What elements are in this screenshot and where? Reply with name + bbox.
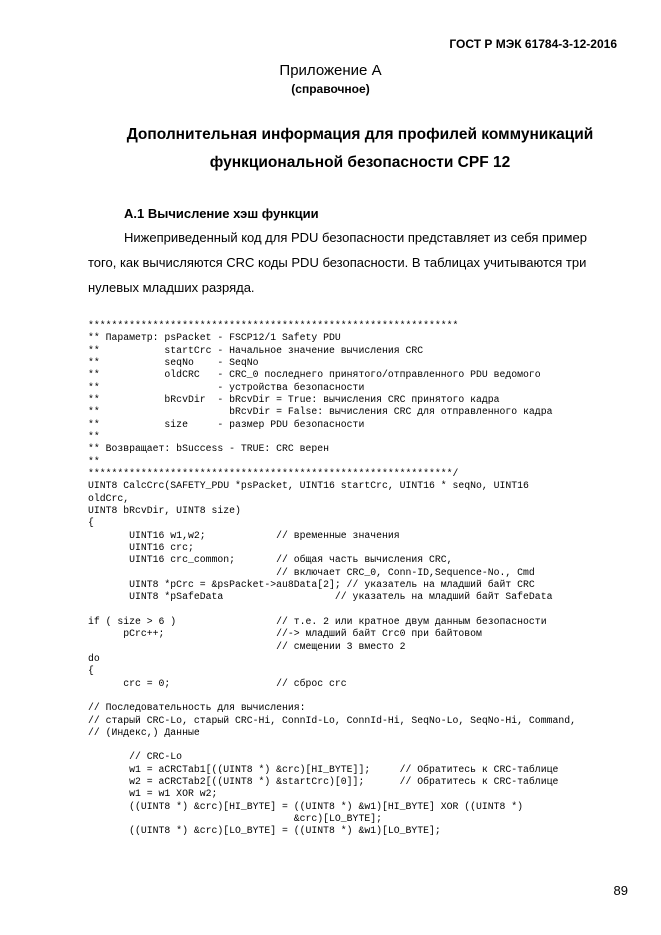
code-line: // старый CRC-Lo, старый CRC-Hi, ConnId-Lo, ConnId-Hi, SeqNo-Lo, SeqNo-Hi, Command,	[88, 714, 576, 726]
paragraph-line: того, как вычисляются CRC коды PDU безопасности. В таблицах учитываются три	[88, 255, 587, 270]
paragraph-line: Нижеприведенный код для PDU безопасности представляет из себя пример	[124, 230, 587, 245]
code-line: **	[88, 430, 100, 442]
paragraph-line: нулевых младших разряда.	[88, 280, 255, 295]
page-number: 89	[613, 883, 628, 898]
code-line: ** Параметр: psPacket - FSCP12/1 Safety PDU	[88, 332, 341, 344]
code-line: ** - устройства безопасности	[88, 381, 365, 393]
code-line: ** bRcvDir = False: вычисления CRC для отправленного кадра	[88, 406, 553, 418]
code-line: ** oldCRC - CRC_0 последнего принятого/отправленного PDU ведомого	[88, 369, 541, 381]
code-line: ((UINT8 *) &crc)[HI_BYTE] = ((UINT8 *) &w1)[HI_BYTE] XOR ((UINT8 *)	[88, 800, 524, 812]
code-line: ** size - размер PDU безопасности	[88, 418, 365, 430]
code-line: if ( size > 6 ) // т.е. 2 или кратное двум данным безопасности	[88, 615, 547, 627]
appendix-title: Приложение А	[279, 62, 382, 79]
code-line	[88, 604, 576, 616]
code-line: UINT8 *pSafeData // указатель на младший байт SafeData	[88, 591, 553, 603]
code-line: // Последовательность для вычисления:	[88, 702, 306, 714]
code-line: **************************************************************/	[88, 467, 459, 479]
code-line: // (Индекс,) Данные	[88, 726, 200, 738]
code-line: ** bRcvDir - bRcvDir = True: вычисления CRC принятого кадра	[88, 393, 500, 405]
code-line: UINT8 CalcCrc(SAFETY_PDU *psPacket, UINT16 startCrc, UINT16 * seqNo, UINT16	[88, 480, 529, 492]
code-line: // смещении 3 вместо 2	[88, 640, 406, 652]
code-line: crc = 0; // сброс crc	[88, 677, 347, 689]
code-line: UINT16 w1,w2; // временные значения	[88, 529, 400, 541]
code-line	[88, 739, 576, 751]
code-line: // включает CRC_0, Conn-ID,Sequence-No., Cmd	[88, 566, 535, 578]
main-title	[60, 121, 660, 177]
code-line: pCrc++; //-> младший байт Crc0 при байтовом	[88, 628, 482, 640]
document-standard-header: ГОСТ Р МЭК 61784-3-12-2016	[449, 37, 617, 51]
code-line: w1 = w1 XOR w2;	[88, 788, 218, 800]
section-heading: А.1 Вычисление хэш функции	[124, 206, 319, 221]
code-line: ** Возвращает: bSuccess - TRUE: CRC верен	[88, 443, 330, 455]
code-line: oldCrc,	[88, 492, 130, 504]
code-line: UINT16 crc_common; // общая часть вычисления CRC,	[88, 554, 453, 566]
code-line: ***************************************************************	[88, 320, 459, 331]
code-line: {	[88, 517, 94, 529]
code-line: UINT16 crc;	[88, 541, 194, 553]
code-listing	[88, 320, 576, 838]
code-line: ** seqNo - SeqNo	[88, 356, 259, 368]
code-line: ((UINT8 *) &crc)[LO_BYTE] = ((UINT8 *) &w1)[LO_BYTE];	[88, 825, 441, 837]
code-line: w2 = aCRCTab2[((UINT8 *) &startCrc)[0]]; // Обратитесь к CRC-таблице	[88, 776, 559, 788]
code-line: // CRC-Lo	[88, 751, 183, 763]
code-line: &crc)[LO_BYTE];	[88, 813, 382, 825]
code-line: UINT8 *pCrc = &psPacket->au8Data[2]; // указатель на младший байт CRC	[88, 578, 535, 590]
code-line: ** startCrc - Начальное значение вычисления CRC	[88, 344, 424, 356]
appendix-subtitle: (справочное)	[291, 82, 370, 96]
code-line: {	[88, 665, 94, 677]
intro-paragraph	[88, 225, 608, 300]
code-line: **	[88, 455, 100, 467]
code-line: w1 = aCRCTab1[((UINT8 *) &crc)[HI_BYTE]]; // Обратитесь к CRC-таблице	[88, 763, 559, 775]
code-line	[88, 690, 576, 702]
main-title-line-2: функциональной безопасности CPF 12	[209, 154, 511, 171]
code-line: UINT8 bRcvDir, UINT8 size)	[88, 504, 241, 516]
code-line: do	[88, 652, 100, 664]
main-title-line-1: Дополнительная информация для профилей коммуникаций	[126, 126, 594, 143]
